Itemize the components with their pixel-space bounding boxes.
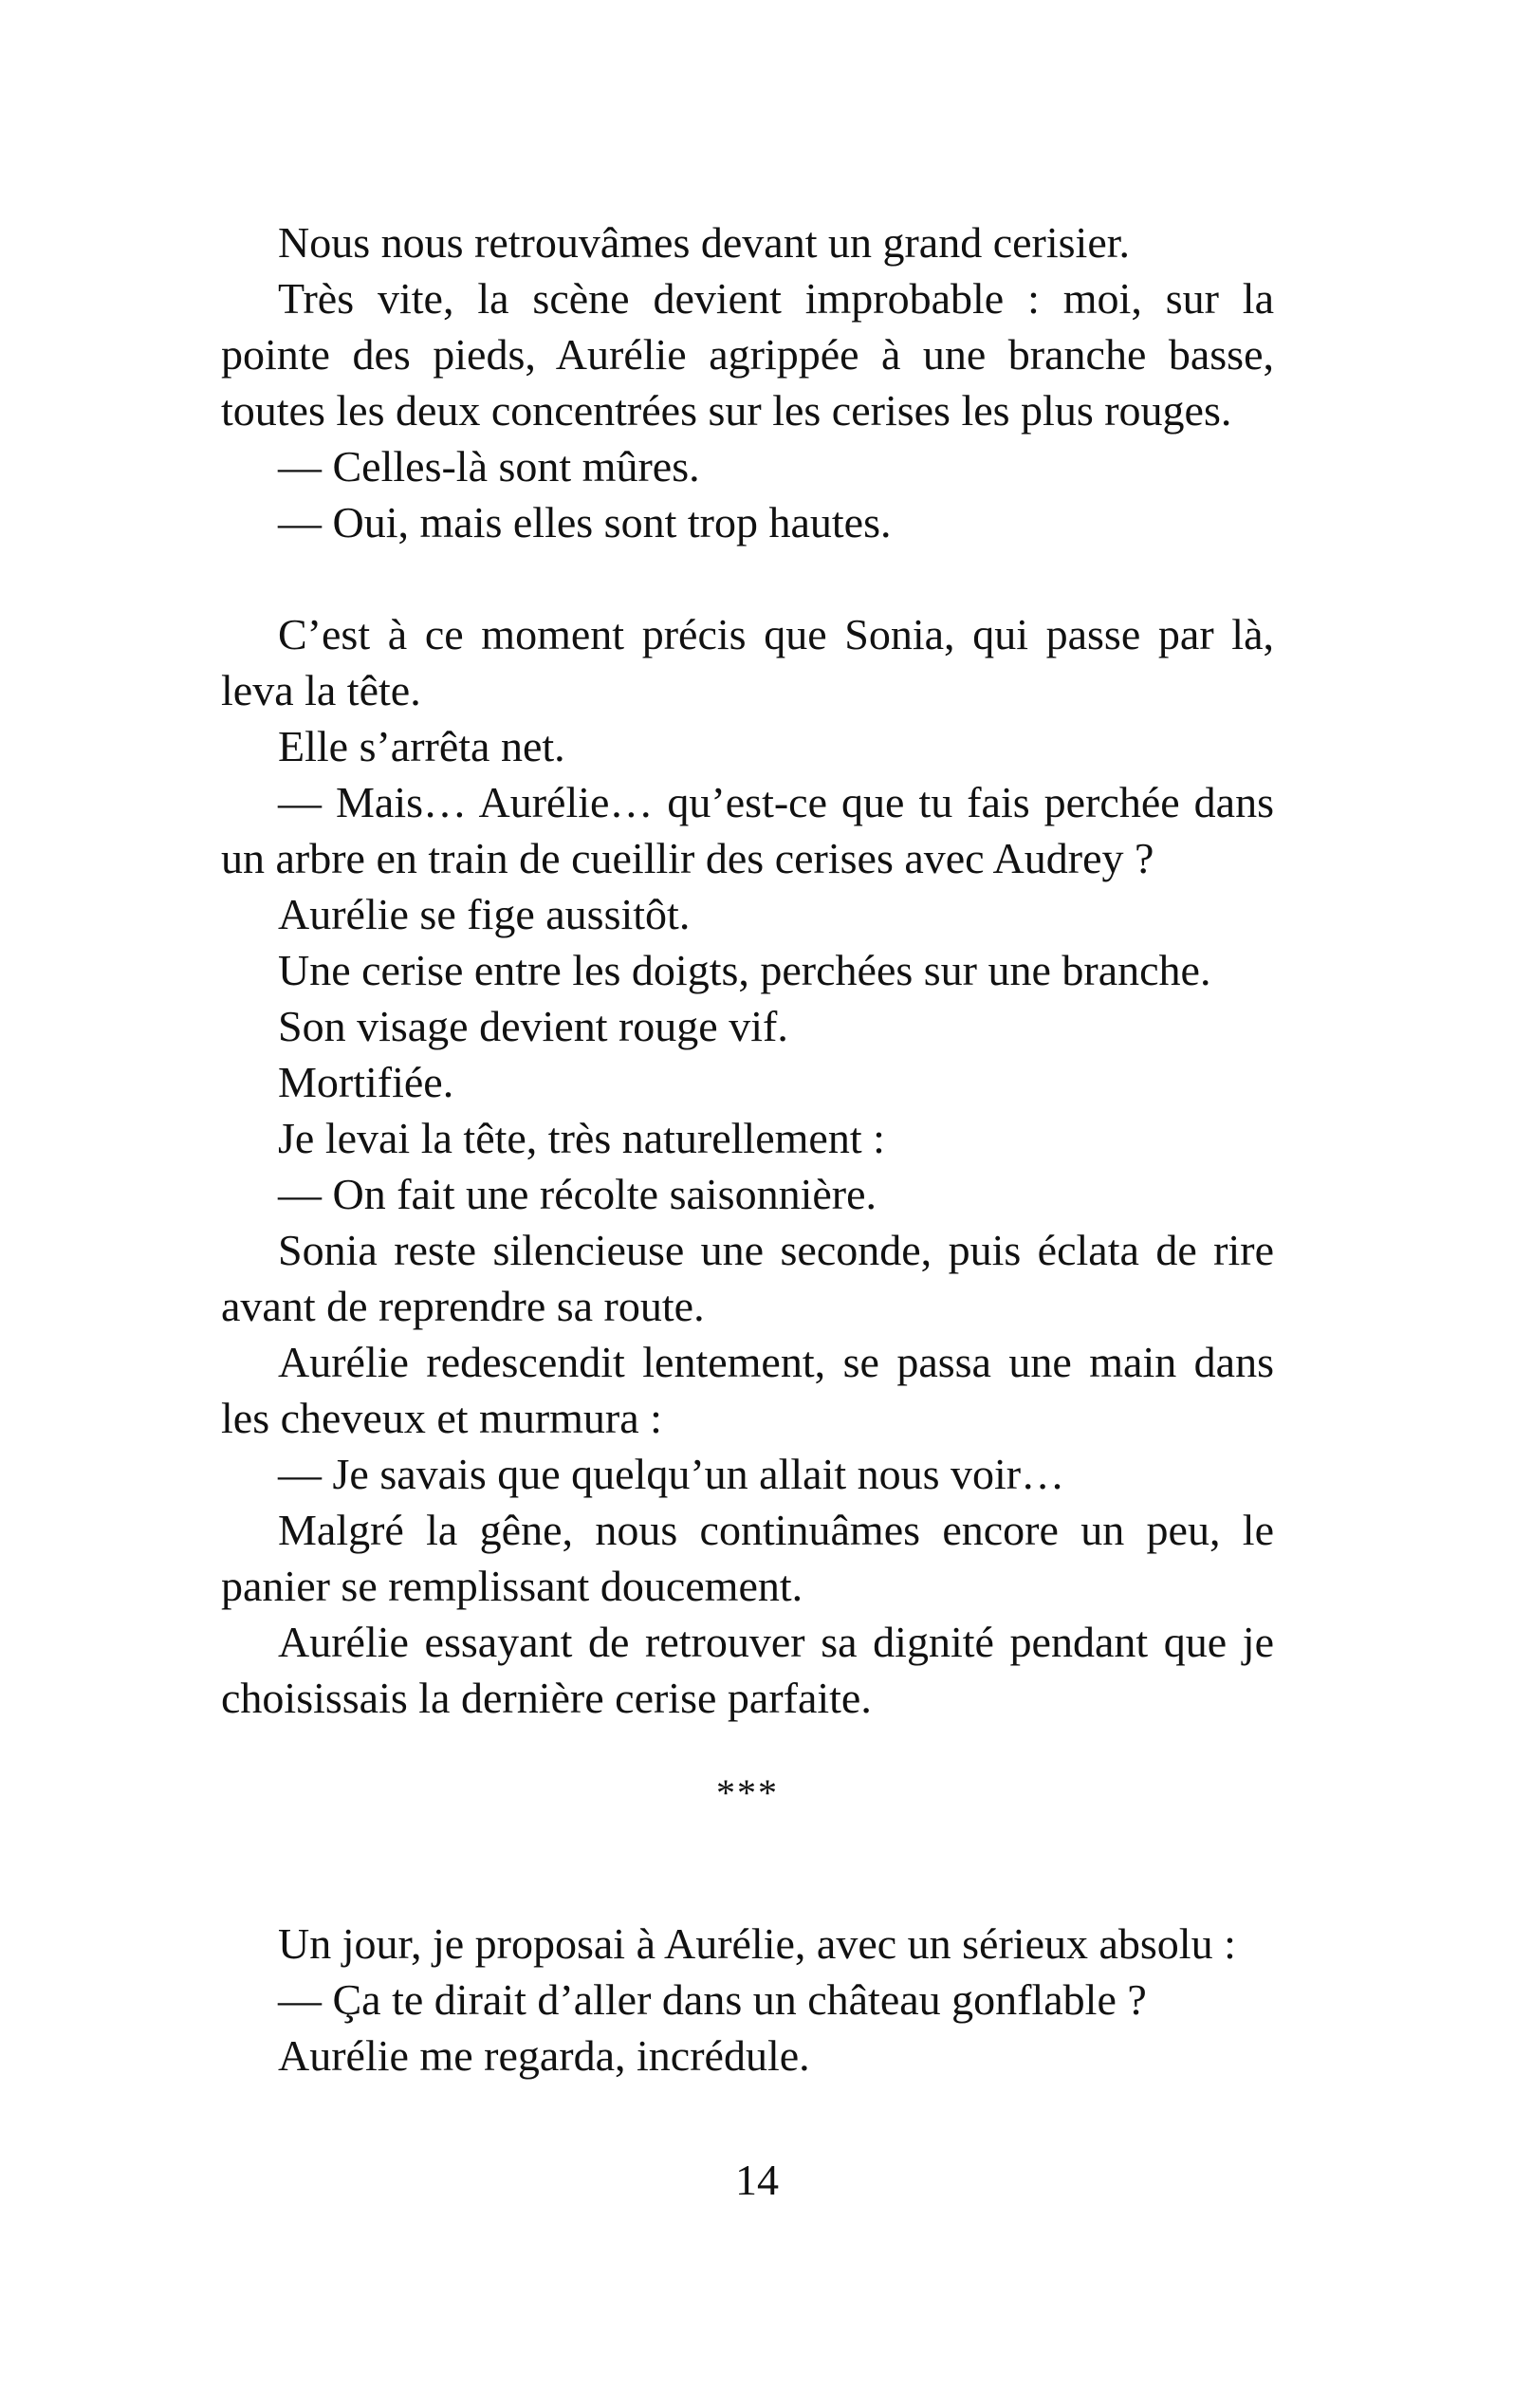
paragraph: Aurélie me regarda, incrédule. [278,2031,810,2080]
paragraph: Son visage devient rouge vif. [278,1002,788,1050]
dialogue-line: — Mais… Aurélie… qu’est-ce que tu fais perchée dans un arbre en train de cueillir des cerises avec Audrey ? [221,778,1274,882]
paragraph: Malgré la gêne, nous continuâmes encore un peu, le panier se remplissant doucement. [221,1506,1274,1610]
page-number: 14 [735,2156,779,2204]
scene-sonia [221,606,1274,1726]
scene-bouncy-castle [221,1916,1274,2084]
dialogue-line: — Celles-là sont mûres. [278,442,700,491]
paragraph: Un jour, je proposai à Aurélie, avec un sérieux absolu : [278,1919,1236,1968]
paragraph: Elle s’arrêta net. [278,722,565,770]
paragraph: Aurélie essayant de retrouver sa dignité pendant que je choisissais la dernière cerise parfaite. [221,1618,1274,1722]
section-separator: *** [716,1771,779,1814]
paragraph: Sonia reste silencieuse une seconde, puis éclata de rire avant de reprendre sa route. [221,1226,1274,1330]
dialogue-line: — Je savais que quelqu’un allait nous voir… [278,1450,1065,1498]
paragraph: Très vite, la scène devient improbable : moi, sur la pointe des pieds, Aurélie agrippée à une branche basse, toutes les deux concentrées sur les cerises les plus rouges. [221,274,1274,435]
paragraph-gap [221,550,1274,606]
paragraph: Une cerise entre les doigts, perchées sur une branche. [278,946,1211,994]
paragraph: Je levai la tête, très naturellement : [278,1114,885,1162]
book-page-body [221,214,1274,2084]
dialogue-line: — On fait une récolte saisonnière. [278,1170,877,1218]
paragraph: Mortifiée. [278,1058,454,1106]
paragraph: C’est à ce moment précis que Sonia, qui passe par là, leva la tête. [221,610,1274,714]
scene-cherry-tree [221,214,1274,550]
paragraph: Aurélie se fige aussitôt. [278,890,691,938]
paragraph: Aurélie redescendit lentement, se passa une main dans les cheveux et murmura : [221,1338,1274,1442]
dialogue-line: — Ça te dirait d’aller dans un château gonflable ? [278,1975,1147,2024]
dialogue-line: — Oui, mais elles sont trop hautes. [278,498,892,546]
paragraph: Nous nous retrouvâmes devant un grand cerisier. [278,218,1131,267]
